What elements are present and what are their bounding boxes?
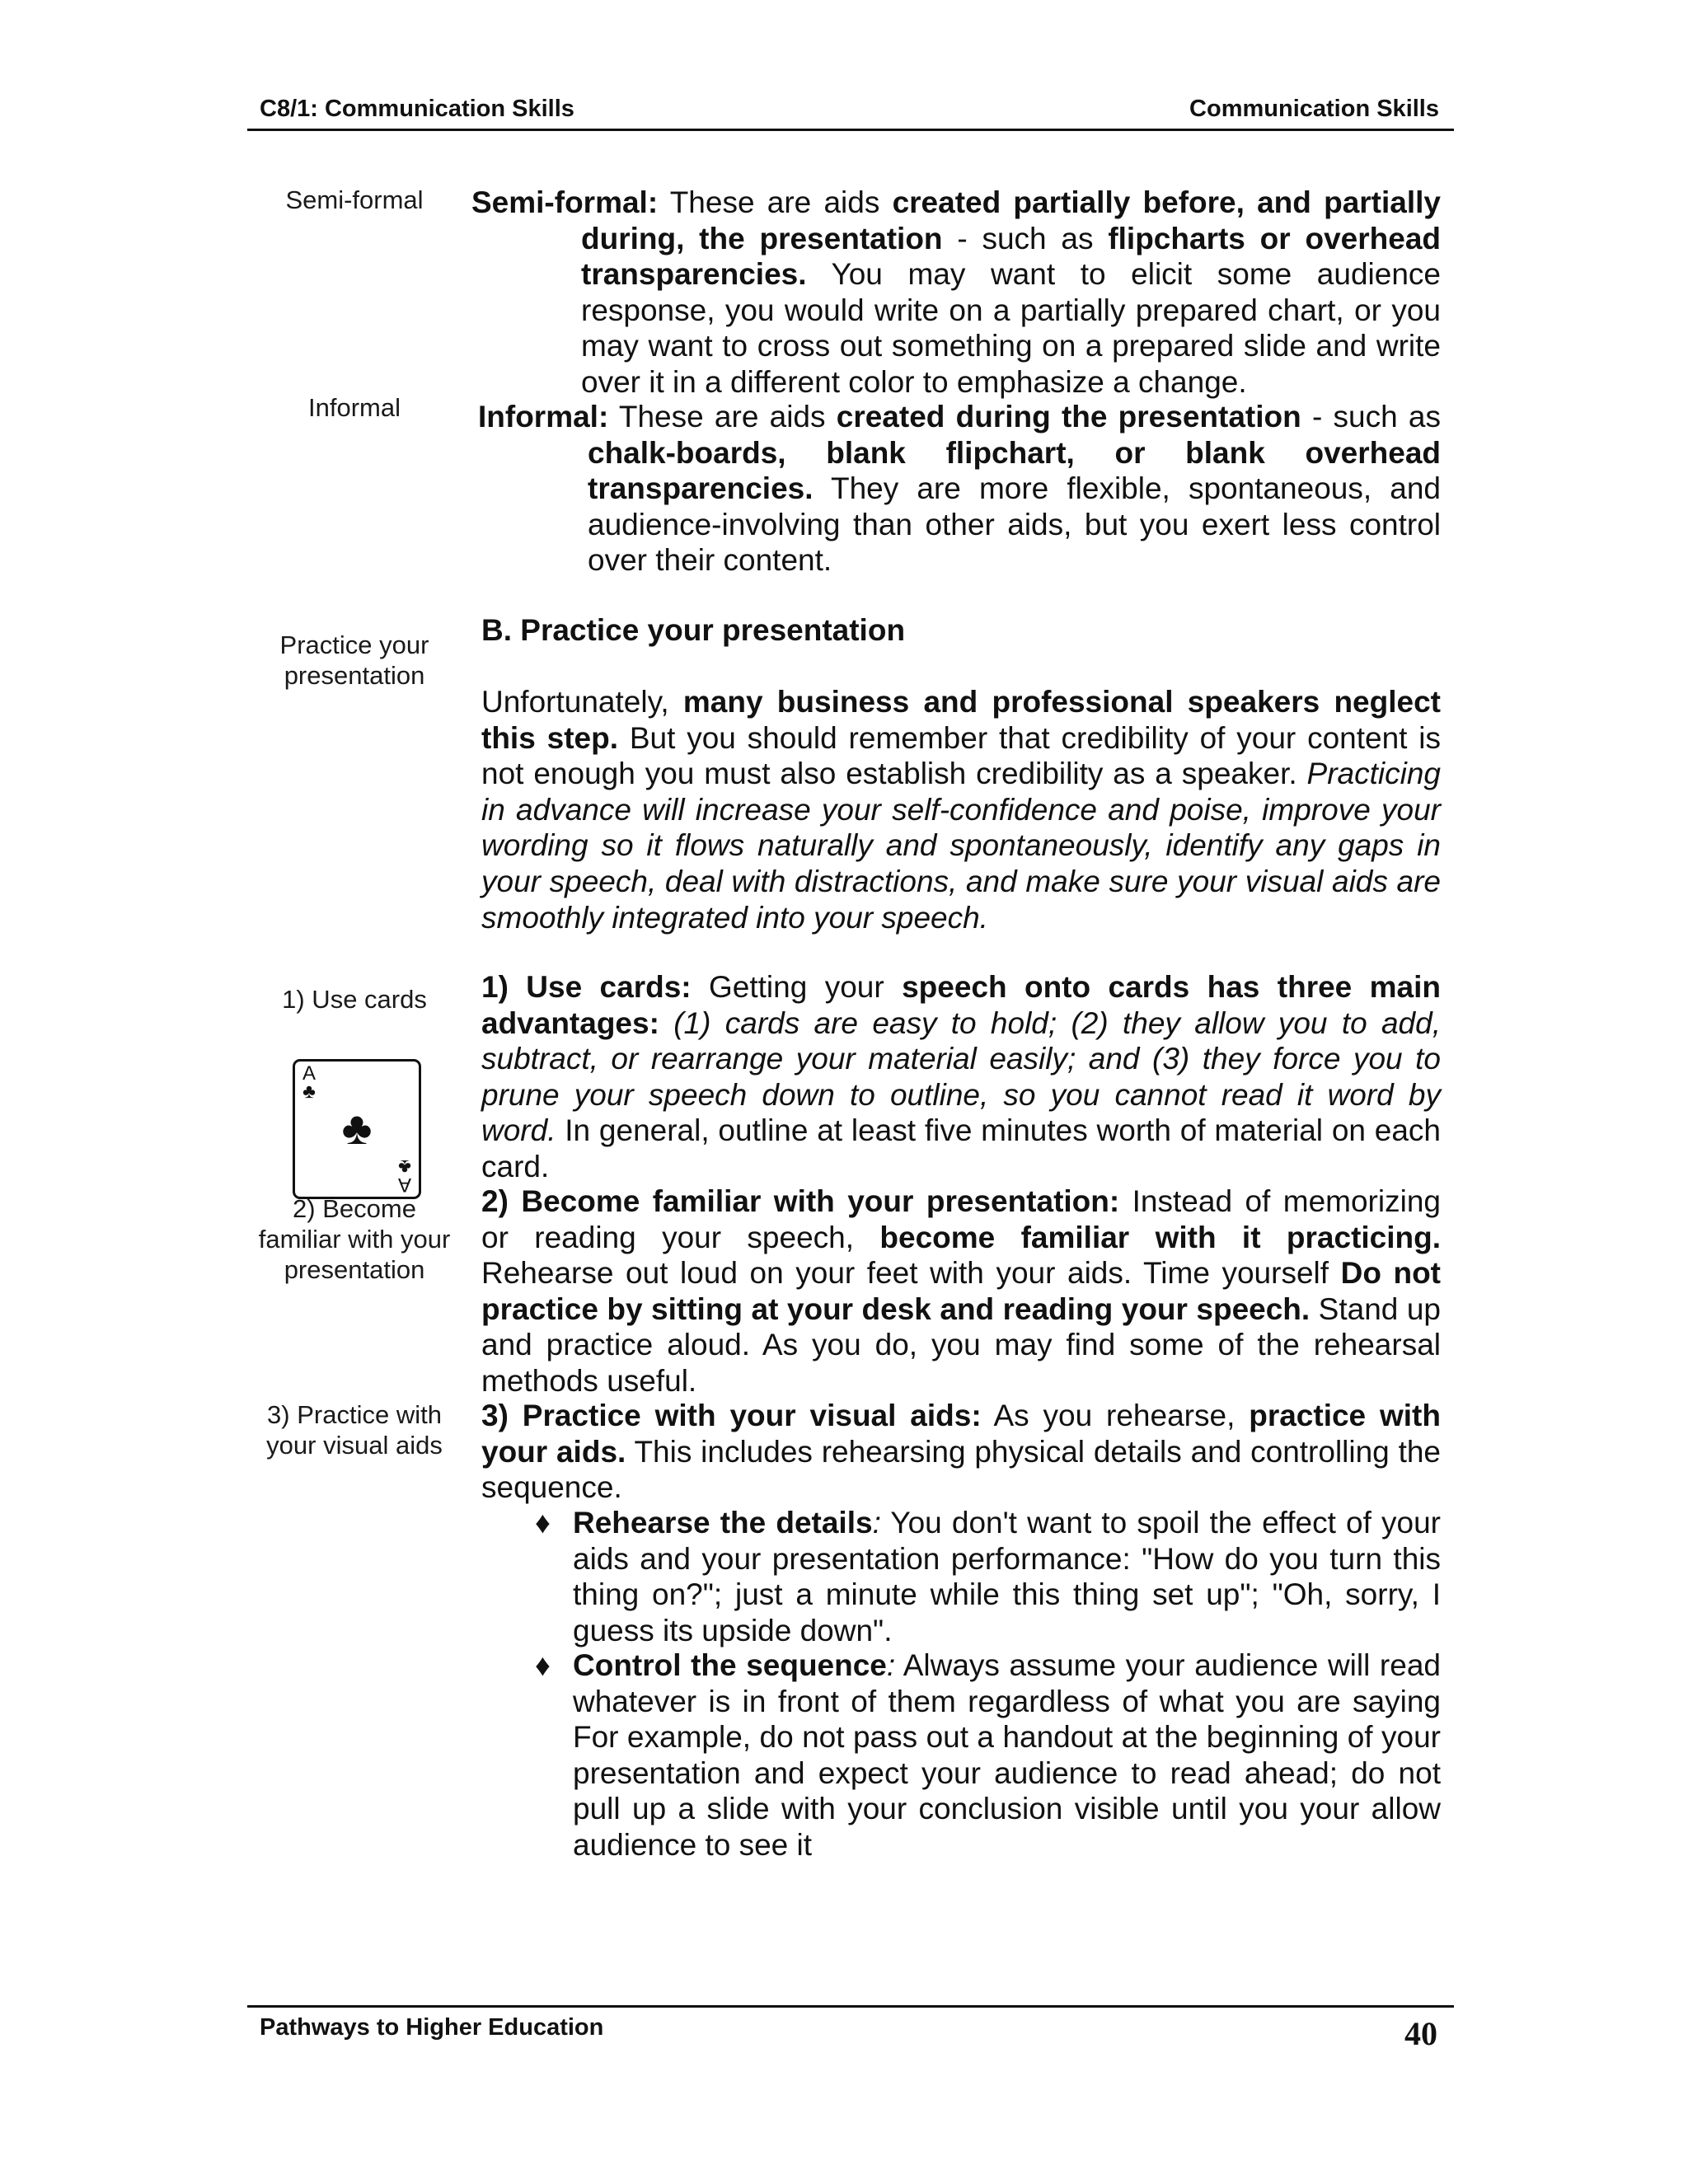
text-run-bold: flipcharts or overhead transparencies. bbox=[581, 221, 1441, 292]
card-rank: A bbox=[397, 1174, 411, 1196]
text-run: Instead of memorizing or reading your speech, bbox=[481, 1184, 1441, 1254]
text-run: Getting your bbox=[691, 970, 903, 1004]
term-label: Informal: bbox=[478, 400, 609, 434]
card-corner-index-inverted bbox=[397, 1155, 411, 1196]
page-number: 40 bbox=[1404, 2015, 1437, 2052]
margin-note-become-familiar bbox=[247, 1193, 462, 1285]
margin-note-practice-aids bbox=[256, 1399, 453, 1460]
card-corner-index bbox=[302, 1062, 316, 1103]
margin-note-line: presentation bbox=[284, 661, 425, 690]
bullet-colon: : bbox=[886, 1648, 896, 1682]
text-run-bold: Do not practice by sitting at your desk and reading your speech. bbox=[481, 1256, 1442, 1326]
page-header bbox=[247, 91, 1454, 131]
margin-note-use-cards: 1) Use cards bbox=[282, 985, 427, 1014]
term-label: 1) Use cards: bbox=[481, 970, 692, 1004]
paragraph-informal bbox=[478, 399, 1441, 579]
text-run-bold: chalk-boards, blank flipchart, or blank overhead transparencies. bbox=[588, 435, 1441, 506]
paragraph-use-cards bbox=[481, 969, 1441, 1185]
text-run: In general, outline at least five minutes worth of material on each card. bbox=[481, 1113, 1441, 1183]
text-run: As you rehearse, bbox=[981, 1399, 1250, 1432]
header-course-code: C8/1: Communication Skills bbox=[260, 96, 574, 122]
text-run-italic: (1) cards are easy to hold; (2) they allow you to add, subtract, or rearrange your material easily; and (3) they force you to prune your speech down to outline, so you cannot read it word by word. bbox=[481, 1005, 1441, 1148]
header-title: Communication Skills bbox=[1189, 96, 1439, 122]
text-run: These are aids bbox=[608, 400, 837, 434]
text-run: Unfortunately, bbox=[481, 685, 683, 719]
text-run: They are more flexible, spontaneous, and audience-involving than other aids, but you exert less control over their content. bbox=[588, 471, 1441, 578]
text-run: Always assume your audience will read whatever is in front of them regardless of what you are saying For example, do not pass out a handout at the beginning of your presentation and expect your audience to read ahead; do not pull up a slide with your conclusion visible until you your allow audience to see it bbox=[573, 1648, 1441, 1862]
margin-note-semi-formal: Semi-formal bbox=[285, 185, 424, 214]
text-run: - such as bbox=[1301, 400, 1441, 434]
paragraph-become-familiar bbox=[481, 1183, 1441, 1399]
term-label: Semi-formal: bbox=[471, 185, 659, 219]
section-heading: B. Practice your presentation bbox=[481, 613, 906, 647]
term-label: 2) Become familiar with your presentation: bbox=[481, 1184, 1120, 1218]
margin-note-line: your visual aids bbox=[266, 1431, 443, 1460]
paragraph-practice-intro bbox=[481, 684, 1441, 935]
margin-note-line: familiar with your bbox=[258, 1225, 451, 1254]
text-run-bold: created during the presentation bbox=[836, 400, 1301, 434]
paragraph-practice-aids bbox=[481, 1398, 1441, 1506]
bullet-text bbox=[573, 1647, 1441, 1863]
margin-note-informal: Informal bbox=[308, 393, 401, 422]
margin-note-practice bbox=[256, 630, 453, 691]
text-run: This includes rehearsing physical details and controlling the sequence. bbox=[481, 1434, 1441, 1505]
text-run: You may want to elicit some audience response, you would write on a partially prepared chart, or you may want to cross out something on a prepared slide and write over it in a different color to emphasize a change. bbox=[581, 257, 1441, 399]
margin-note-line: 2) Become bbox=[293, 1194, 416, 1223]
text-run: These are aids bbox=[658, 185, 893, 219]
page-footer bbox=[247, 2005, 1454, 2052]
margin-note-line: presentation bbox=[284, 1255, 425, 1284]
text-run-italic: Practicing in advance will increase your self-confidence and poise, improve your wording so it flows naturally and spontaneously, identify any gaps in your speech, deal with distractions, and make sure your visual aids are smoothly integrated into your speech. bbox=[481, 757, 1441, 935]
text-run: - such as bbox=[942, 221, 1109, 255]
text-run-bold: created partially before, and partially during, the presentation bbox=[581, 185, 1441, 255]
diamond-bullet-icon: ♦ bbox=[535, 1648, 551, 1682]
margin-note-line: 3) Practice with bbox=[267, 1400, 442, 1429]
club-suit-icon: ♣ bbox=[398, 1155, 411, 1178]
term-label: 3) Practice with your visual aids: bbox=[481, 1399, 982, 1432]
card-rank: A bbox=[302, 1062, 316, 1085]
paragraph-semi-formal bbox=[471, 185, 1441, 401]
margin-note-line: Practice your bbox=[279, 630, 429, 659]
bullet-colon: : bbox=[872, 1506, 881, 1540]
text-run-bold: speech onto cards has three main advantages: bbox=[481, 970, 1442, 1040]
text-run: You don't want to spoil the effect of your aids and your presentation performance: "How do you turn this thing on?"; just a minute while this thing set up"; "Oh, sorry, I guess its upside down". bbox=[573, 1506, 1441, 1647]
club-suit-icon: ♣ bbox=[302, 1080, 316, 1103]
footer-title: Pathways to Higher Education bbox=[260, 2014, 604, 2041]
bullet-lead: Rehearse the details bbox=[573, 1506, 873, 1540]
text-run-bold: practice with your aids. bbox=[481, 1399, 1441, 1469]
text-run-bold: become familiar with it practicing. bbox=[879, 1220, 1442, 1254]
diamond-bullet-icon: ♦ bbox=[535, 1506, 551, 1540]
ace-of-clubs-card bbox=[293, 1059, 421, 1199]
club-suit-icon: ♣ bbox=[341, 1102, 373, 1155]
text-run: Rehearse out loud on your feet with your aids. Time yourself bbox=[481, 1256, 1341, 1291]
text-run: Stand up and practice aloud. As you do, you may find some of the rehearsal methods useful. bbox=[481, 1291, 1442, 1398]
text-run-bold: many business and professional speakers neglect this step. bbox=[481, 685, 1441, 755]
bullet-lead: Control the sequence bbox=[573, 1648, 887, 1682]
bullet-text bbox=[573, 1505, 1441, 1648]
text-run: But you should remember that credibility of your content is not enough you must also establish credibility as a speaker. bbox=[481, 720, 1441, 791]
